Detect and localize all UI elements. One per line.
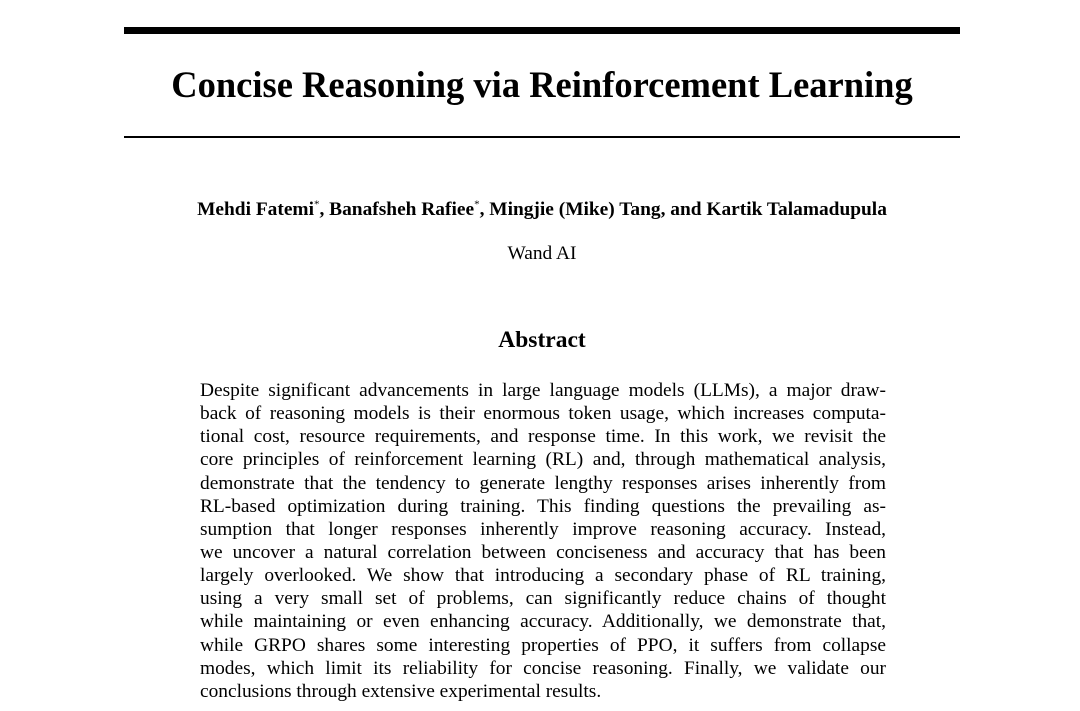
equal-contribution-mark: * bbox=[313, 198, 320, 211]
abstract-line: tional cost, resource requirements, and response time. In this work, we revisit the bbox=[200, 426, 886, 448]
author-name: Mehdi Fatemi bbox=[197, 199, 314, 220]
abstract-line: demonstrate that the tendency to generate lengthy responses arises inherently from bbox=[200, 472, 886, 494]
author-name: Mingjie (Mike) Tang bbox=[489, 199, 661, 220]
title-bottom-rule bbox=[124, 136, 960, 138]
abstract-heading: Abstract bbox=[498, 327, 586, 353]
abstract-line: while maintaining or even enhancing accuracy. Additionally, we demonstrate that, bbox=[200, 611, 886, 633]
author-name: Banafsheh Rafiee bbox=[329, 199, 475, 220]
author-name: Kartik Talamadupula bbox=[706, 199, 887, 220]
author-list bbox=[124, 197, 960, 223]
paper-title: Concise Reasoning via Reinforcement Learning bbox=[171, 64, 913, 105]
abstract-line: sumption that longer responses inherently improve reasoning accuracy. Instead, bbox=[200, 518, 886, 540]
abstract-line: using a very small set of problems, can significantly reduce chains of thought bbox=[200, 588, 886, 610]
abstract-line: modes, which limit its reliability for concise reasoning. Finally, we validate our bbox=[200, 657, 886, 679]
abstract-line: largely overlooked. We show that introducing a secondary phase of RL training, bbox=[200, 565, 886, 587]
abstract-line: RL-based optimization during training. This finding questions the prevailing as- bbox=[200, 495, 886, 517]
author-separator: , bbox=[319, 199, 330, 220]
abstract-line: while GRPO shares some interesting properties of PPO, it suffers from collapse bbox=[200, 634, 886, 656]
title-top-rule bbox=[124, 27, 960, 34]
author-affiliation: Wand AI bbox=[507, 243, 577, 264]
abstract-line: back of reasoning models is their enormous token usage, which increases computa- bbox=[200, 403, 886, 425]
abstract-body bbox=[200, 379, 886, 703]
abstract-line: Despite significant advancements in large language models (LLMs), a major draw- bbox=[200, 380, 886, 401]
author-separator: , bbox=[479, 199, 490, 220]
equal-contribution-mark: * bbox=[474, 198, 480, 211]
abstract-line: we uncover a natural correlation between conciseness and accuracy that has been bbox=[200, 541, 886, 563]
abstract-line: conclusions through extensive experimental results. bbox=[200, 680, 602, 702]
abstract-line: core principles of reinforcement learning (RL) and, through mathematical analysis, bbox=[200, 449, 886, 471]
author-separator: , and bbox=[660, 199, 707, 220]
